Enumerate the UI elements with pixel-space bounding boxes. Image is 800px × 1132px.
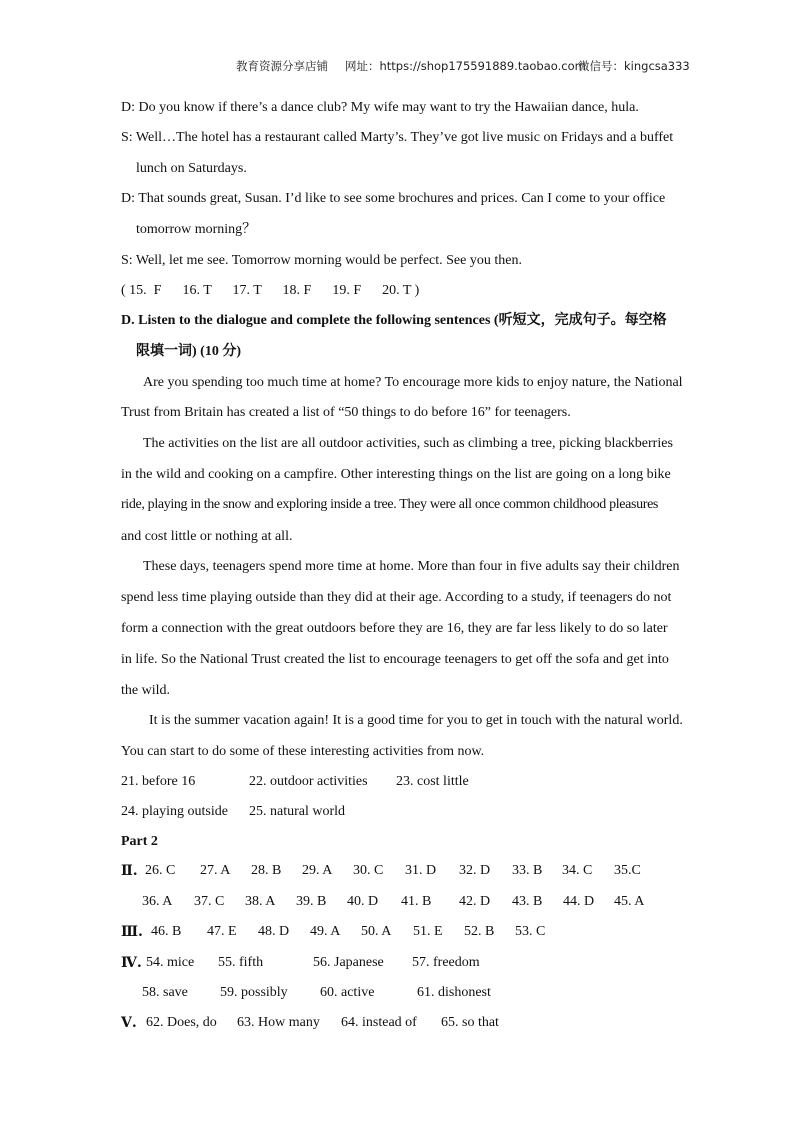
- answer-cell: 37. C: [194, 894, 225, 909]
- wechat-id: 微信号：kingcsa333: [578, 59, 690, 73]
- section-3-label: Ⅲ.: [121, 924, 143, 940]
- answer-cell: 49. A: [310, 924, 341, 939]
- answer-cell: 39. B: [296, 894, 327, 909]
- dialogue-line: S: Well, let me see. Tomorrow morning would be perfect. See you then.: [121, 253, 522, 268]
- answer-cell: 42. D: [459, 894, 491, 909]
- answer-cell: 29. A: [302, 863, 333, 878]
- answer-cell: 61. dishonest: [417, 985, 491, 1000]
- dialogue-line: D: That sounds great, Susan. I’d like to see some brochures and prices. Can I come to your office: [121, 191, 666, 206]
- answer-cell: 28. B: [251, 863, 282, 878]
- passage-line: form a connection with the great outdoors before they are 16, they are far less likely to do so later: [121, 621, 668, 636]
- section-5-label: Ⅴ.: [121, 1015, 137, 1031]
- passage-line: The activities on the list are all outdoor activities, such as climbing a tree, picking blackberries: [143, 436, 673, 451]
- answer-cell: 55. fifth: [218, 955, 264, 970]
- passage-line: Trust from Britain has created a list of “50 things to do before 16” for teenagers.: [121, 405, 571, 420]
- passage-line: Are you spending too much time at home? To encourage more kids to enjoy nature, the National: [143, 375, 683, 390]
- answer-cell: 52. B: [464, 924, 495, 939]
- passage-line: You can start to do some of these interesting activities from now.: [121, 744, 485, 759]
- dialogue-line: D: Do you know if there’s a dance club? My wife may want to try the Hawaiian dance, hula.: [121, 100, 639, 115]
- answer-24: 24. playing outside: [121, 804, 228, 819]
- answer-cell: 57. freedom: [412, 955, 480, 970]
- shop-name: 教育资源分享店铺: [236, 59, 328, 73]
- section-2-label: Ⅱ.: [121, 863, 138, 879]
- answer-cell: 60. active: [320, 985, 375, 1000]
- answer-cell: 36. A: [142, 894, 173, 909]
- dialogue-line: tomorrow morning？: [136, 222, 257, 237]
- answer-cell: 27. A: [200, 863, 231, 878]
- shop-url: 网址：https://shop175591889.taobao.com: [345, 59, 586, 73]
- section-4-label: Ⅳ.: [121, 955, 142, 971]
- answer-cell: 46. B: [151, 924, 182, 939]
- answer-cell: 45. A: [614, 894, 645, 909]
- answer-cell: 50. A: [361, 924, 392, 939]
- answer-cell: 56. Japanese: [313, 955, 384, 970]
- answer-cell: 64. instead of: [341, 1015, 417, 1030]
- answers-15-20: ( 15. F 16. T 17. T 18. F 19. F 20. T ): [121, 283, 420, 298]
- answer-cell: 35.C: [614, 863, 641, 878]
- answer-cell: 59. possibly: [220, 985, 288, 1000]
- dialogue-line: lunch on Saturdays.: [136, 161, 247, 176]
- answer-25: 25. natural world: [249, 804, 346, 819]
- answer-cell: 40. D: [347, 894, 379, 909]
- answer-cell: 33. B: [512, 863, 543, 878]
- answer-cell: 58. save: [142, 985, 188, 1000]
- answer-cell: 65. so that: [441, 1015, 499, 1030]
- passage-line: and cost little or nothing at all.: [121, 529, 293, 544]
- answer-cell: 31. D: [405, 863, 437, 878]
- part-2-heading: Part 2: [121, 834, 158, 849]
- answer-23: 23. cost little: [396, 774, 469, 789]
- answer-cell: 47. E: [207, 924, 237, 939]
- answer-cell: 48. D: [258, 924, 290, 939]
- answer-cell: 34. C: [562, 863, 593, 878]
- answer-cell: 62. Does, do: [146, 1015, 217, 1030]
- answer-cell: 63. How many: [237, 1015, 320, 1030]
- passage-line: in life. So the National Trust created the list to encourage teenagers to get off the sofa and get into: [121, 652, 669, 667]
- passage-line: in the wild and cooking on a campfire. Other interesting things on the list are going on a long bike: [121, 467, 671, 482]
- answer-cell: 26. C: [145, 863, 176, 878]
- section-d-title-cont: 限填一词) (10 分): [136, 344, 241, 359]
- answer-22: 22. outdoor activities: [249, 774, 368, 789]
- passage-line: It is the summer vacation again! It is a good time for you to get in touch with the natural world.: [149, 713, 683, 728]
- answer-cell: 44. D: [563, 894, 595, 909]
- answer-cell: 54. mice: [146, 955, 195, 970]
- passage-line: ride, playing in the snow and exploring inside a tree. They were all once common childhood pleasures: [121, 497, 659, 512]
- answer-cell: 43. B: [512, 894, 543, 909]
- passage-line: spend less time playing outside than they did at their age. According to a study, if teenagers do not: [121, 590, 672, 605]
- passage-line: These days, teenagers spend more time at home. More than four in five adults say their children: [143, 559, 680, 574]
- answer-cell: 32. D: [459, 863, 491, 878]
- answer-cell: 30. C: [353, 863, 384, 878]
- answer-cell: 41. B: [401, 894, 432, 909]
- answer-21: 21. before 16: [121, 774, 196, 789]
- answer-cell: 53. C: [515, 924, 546, 939]
- answer-cell: 38. A: [245, 894, 276, 909]
- passage-line: the wild.: [121, 683, 170, 698]
- section-d-title: D. Listen to the dialogue and complete the following sentences (听短文，完成句子。每空格: [121, 313, 667, 328]
- dialogue-line: S: Well…The hotel has a restaurant called Marty’s. They’ve got live music on Fridays and a buffet: [121, 130, 674, 145]
- answer-cell: 51. E: [413, 924, 443, 939]
